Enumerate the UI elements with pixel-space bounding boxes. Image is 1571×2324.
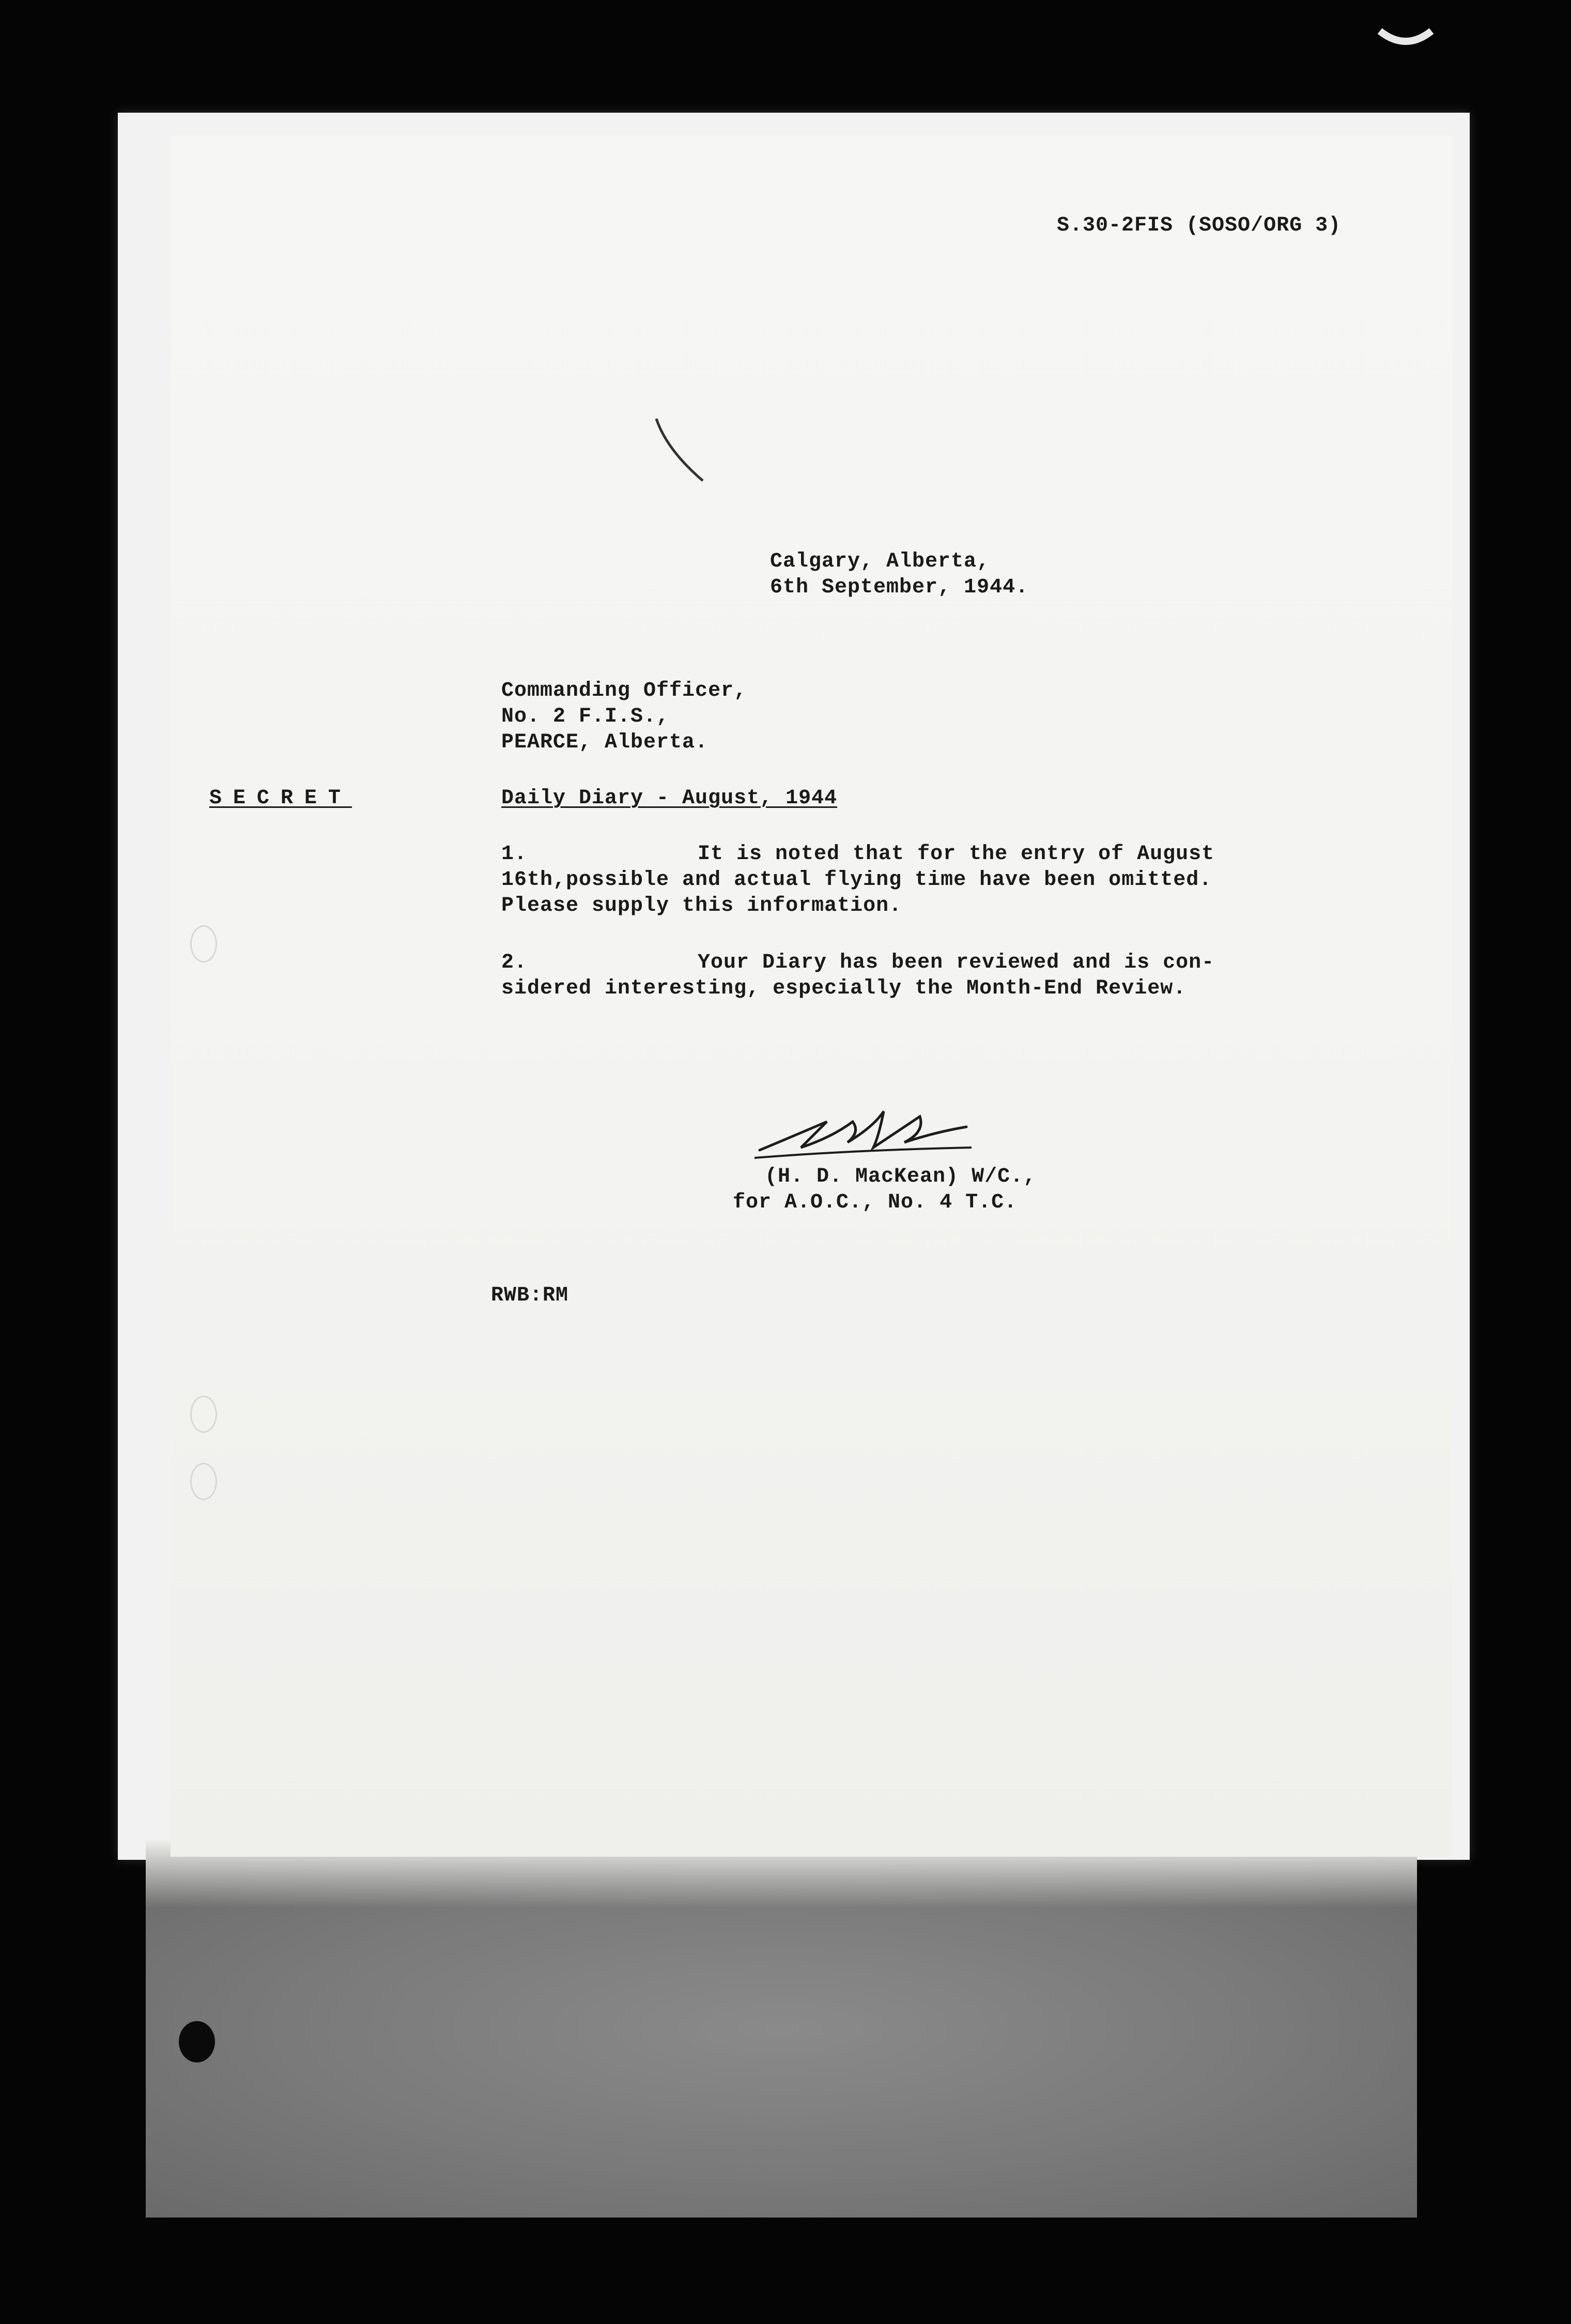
paragraph-2-number: 2. [501, 951, 528, 974]
handwritten-signature [749, 1101, 987, 1168]
scan-background-band [146, 1840, 1417, 2218]
pen-stroke-mark [651, 414, 708, 486]
paragraph-1-number: 1. [501, 843, 528, 866]
signatory-for-line: for A.O.C., No. 4 T.C. [733, 1191, 1018, 1214]
addressee-line-2: No. 2 F.I.S., [501, 705, 670, 728]
corner-scratch-mark [1375, 21, 1437, 57]
file-reference: S.30-2FIS (SOSO/ORG 3) [1057, 214, 1342, 237]
binder-hole-mark [190, 1396, 217, 1433]
date-line: 6th September, 1944. [770, 576, 1029, 599]
paragraph-2-body: sidered interesting, especially the Month-End Review. [501, 977, 1187, 1000]
addressee-line-3: PEARCE, Alberta. [501, 731, 709, 754]
signatory-name: (H. D. MacKean) W/C., [765, 1165, 1037, 1188]
binder-hole-mark [190, 1463, 217, 1500]
place-line: Calgary, Alberta, [770, 550, 990, 573]
paragraph-2-first-line: Your Diary has been reviewed and is con- [698, 951, 1215, 974]
binder-hole-mark [190, 925, 217, 962]
paragraph-1-first-line: It is noted that for the entry of August [698, 843, 1215, 866]
addressee-line-1: Commanding Officer, [501, 679, 747, 702]
subject-line: Daily Diary - August, 1944 [501, 787, 838, 810]
paragraph-1-body: 16th,possible and actual flying time have been omitted. Please supply this information. [501, 868, 1212, 918]
punch-hole [179, 2021, 215, 2062]
typist-initials: RWB:RM [491, 1284, 569, 1307]
classification-label: SECRET [209, 787, 352, 810]
